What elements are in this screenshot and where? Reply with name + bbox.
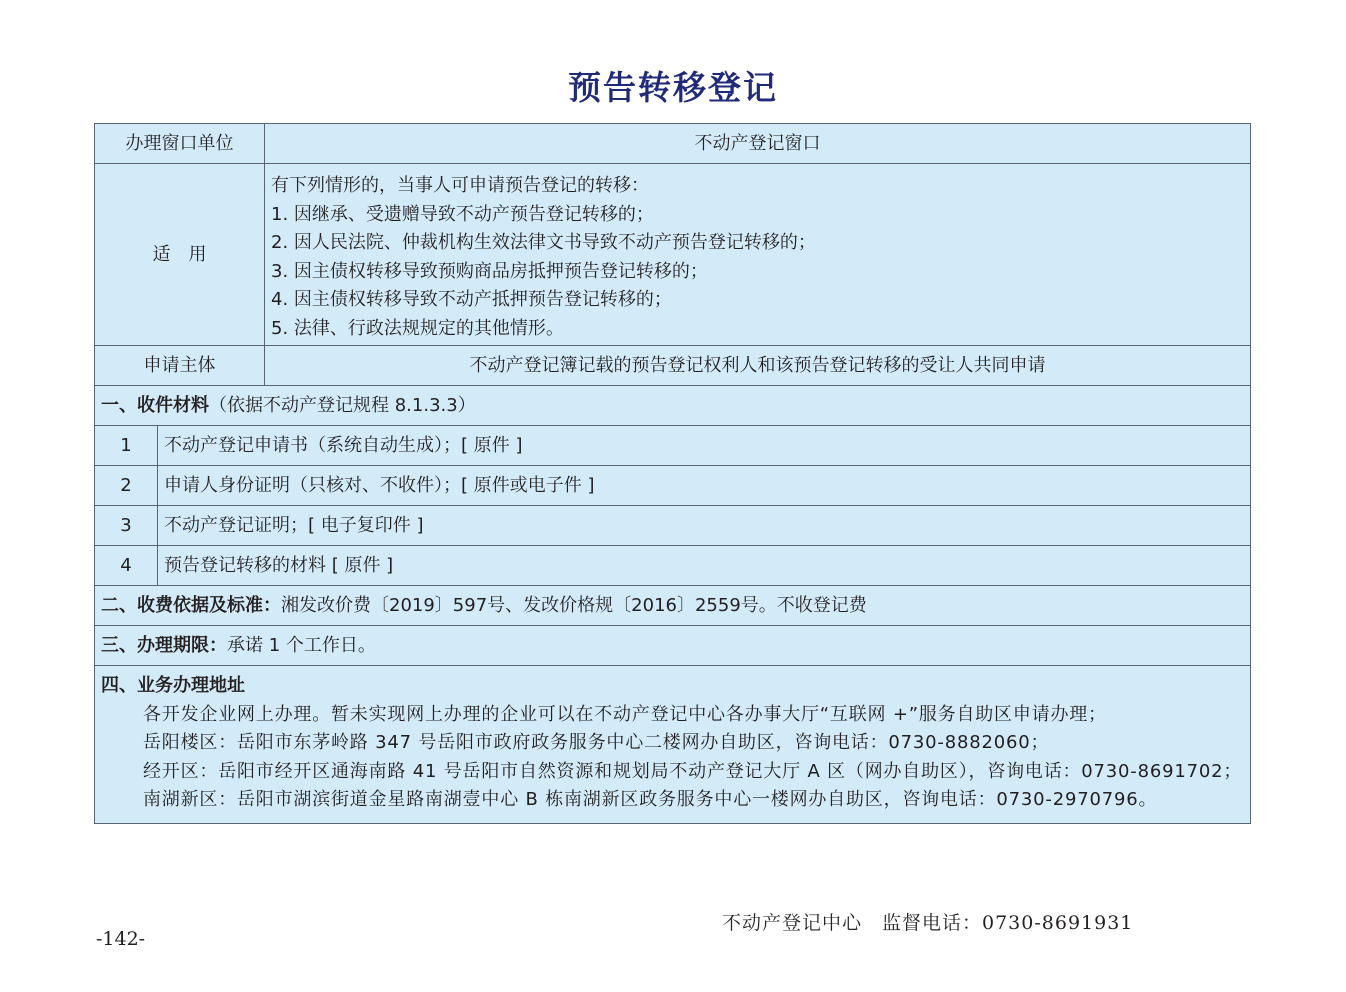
supervision-hotline: 不动产登记中心 监督电话：0730-8691931 (722, 912, 1134, 934)
window-unit-label: 办理窗口单位 (95, 124, 265, 163)
materials-heading (95, 386, 1250, 425)
materials-heading-title: 一、收件材料 (101, 394, 209, 416)
applicant-label: 申请主体 (95, 346, 265, 385)
fees-text: 湘发改价费〔2019〕597号、发改价格规〔2016〕2559号。不收登记费 (281, 594, 867, 616)
page-number: -142- (96, 928, 146, 950)
material-text: 不动产登记申请书（系统自动生成）；[ 原件 ] (164, 434, 523, 456)
applicable-item: 5. 法律、行政法规规定的其他情形。 (271, 317, 564, 339)
applicable-row (95, 164, 1250, 346)
page-title: 预告转移登记 (568, 68, 778, 107)
materials-heading-basis: （依据不动产登记规程 8.1.3.3） (209, 394, 476, 416)
material-text: 不动产登记证明；[ 电子复印件 ] (164, 514, 424, 536)
applicable-item: 4. 因主债权转移导致不动产抵押预告登记转移的； (271, 289, 672, 310)
applicable-item: 1. 因继承、受遗赠导致不动产预告登记转移的； (271, 203, 654, 225)
material-text: 申请人身份证明（只核对、不收件）；[ 原件或电子件 ] (164, 474, 595, 496)
applicable-list (265, 164, 1250, 345)
applicable-item: 3. 因主债权转移导致预购商品房抵押预告登记转移的； (271, 260, 708, 282)
material-number: 1 (95, 426, 158, 465)
material-number: 4 (95, 546, 158, 585)
period-content (95, 626, 1250, 665)
window-unit-row (95, 124, 1250, 164)
address-row (95, 666, 1250, 823)
address-paragraph: 经开区：岳阳市经开区通海南路 41 号岳阳市自然资源和规划局不动产登记大厅 A 区（网办自助区），咨询电话：0730-8691702； (143, 760, 1243, 782)
address-heading: 四、业务办理地址 (101, 675, 245, 696)
period-text: 承诺 1 个工作日。 (227, 634, 376, 656)
material-number: 3 (95, 506, 158, 545)
material-number: 2 (95, 466, 158, 505)
applicant-row (95, 346, 1250, 386)
applicable-intro: 有下列情形的，当事人可申请预告登记的转移： (271, 175, 649, 196)
material-row (95, 466, 1250, 506)
applicant-value: 不动产登记簿记载的预告登记权利人和该预告登记转移的受让人共同申请 (469, 354, 1046, 376)
material-text: 预告登记转移的材料 [ 原件 ] (164, 554, 394, 576)
materials-heading-row (95, 386, 1250, 426)
fees-content (95, 586, 1250, 625)
material-row (95, 426, 1250, 466)
procedure-table (94, 123, 1251, 824)
period-row (95, 626, 1250, 666)
period-heading: 三、办理期限： (101, 634, 227, 656)
address-paragraph: 岳阳楼区：岳阳市东茅岭路 347 号岳阳市政府政务服务中心二楼网办自助区，咨询电话：0730-8882060； (143, 732, 1050, 753)
address-paragraph: 南湖新区：岳阳市湖滨街道金星路南湖壹中心 B 栋南湖新区政务服务中心一楼网办自助区，咨询电话：0730-2970796。 (143, 789, 1158, 810)
fees-heading: 二、收费依据及标准： (101, 594, 281, 616)
applicable-item: 2. 因人民法院、仲裁机构生效法律文书导致不动产预告登记转移的； (271, 232, 816, 253)
address-content (95, 666, 1250, 823)
material-row (95, 546, 1250, 586)
address-paragraph: 各开发企业网上办理。暂未实现网上办理的企业可以在不动产登记中心各办事大厅“互联网 +”服务自助区申请办理； (143, 703, 1107, 725)
fees-row (95, 586, 1250, 626)
material-row (95, 506, 1250, 546)
window-unit-value: 不动产登记窗口 (694, 132, 821, 154)
applicable-label: 适 用 (95, 164, 265, 345)
